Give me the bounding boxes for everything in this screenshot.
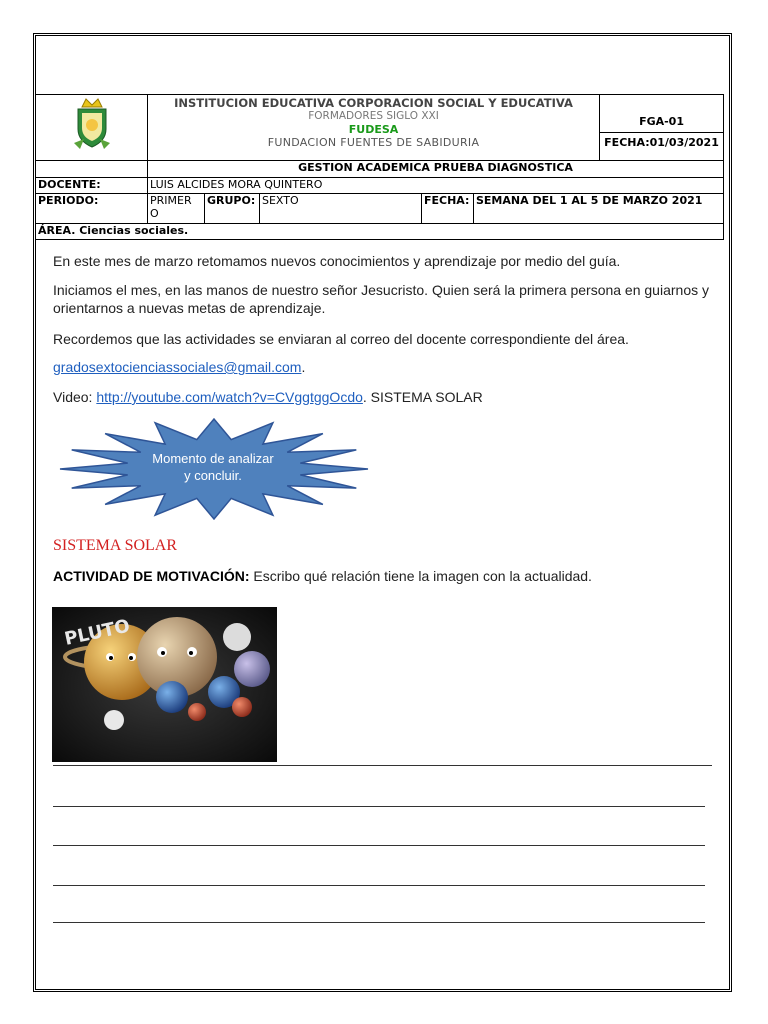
school-logo-icon [72, 95, 112, 151]
email-link[interactable]: gradosextocienciassociales@gmail.com [53, 359, 302, 375]
answer-line-5[interactable] [53, 922, 705, 923]
fecha-label: FECHA: [422, 194, 474, 224]
activity-line [53, 568, 592, 584]
area-label: ÁREA. Ciencias sociales. [36, 224, 724, 240]
starburst-line1: Momento de analizar [152, 451, 274, 466]
grupo-label: GRUPO: [205, 194, 260, 224]
intro-paragraph: En este mes de marzo retomamos nuevos conocimientos y aprendizaje por medio del guía. [53, 253, 621, 269]
gestion-title: GESTION ACADEMICA PRUEBA DIAGNOSTICA [148, 161, 724, 178]
reminder-paragraph: Recordemos que las actividades se enviaran al correo del docente correspondiente del área. [53, 331, 629, 347]
answer-line-1[interactable] [53, 765, 712, 766]
activity-text: Escribo qué relación tiene la imagen con la actualidad. [249, 568, 592, 584]
institution-subtitle: FORMADORES SIGLO XXI [308, 110, 439, 122]
logo-cell [36, 95, 148, 161]
docente-value: LUIS ALCIDES MORA QUINTERO [148, 178, 724, 194]
video-line [53, 388, 713, 406]
fecha-value: SEMANA DEL 1 AL 5 DE MARZO 2021 [474, 194, 724, 224]
institution-foundation: FUNDACION FUENTES DE SABIDURIA [267, 136, 480, 149]
header-table [35, 94, 724, 240]
starburst-line2: y concluir. [184, 468, 242, 483]
document-code: FGA-01 [639, 115, 684, 128]
pluto-planets-image [52, 607, 277, 762]
institution-cell [148, 95, 600, 161]
answer-line-3[interactable] [53, 845, 705, 846]
periodo-value [148, 194, 205, 224]
pluto-label: PLUTO [62, 615, 132, 650]
starburst-label [128, 450, 298, 484]
activity-label: ACTIVIDAD DE MOTIVACIÓN: [53, 568, 250, 584]
code-cell [600, 95, 724, 161]
video-label: Video: [53, 389, 97, 405]
institution-name: INSTITUCION EDUCATIVA CORPORACION SOCIAL Y EDUCATIVA [174, 96, 573, 110]
email-line [53, 358, 713, 376]
email-suffix: . [301, 359, 306, 375]
section-title: SISTEMA SOLAR [53, 537, 178, 554]
periodo-label: PERIODO: [36, 194, 148, 224]
video-suffix: . SISTEMA SOLAR [362, 389, 483, 405]
document-date: FECHA:01/03/2021 [600, 132, 723, 149]
start-paragraph: Iniciamos el mes, en las manos de nuestro señor Jesucristo. Quien será la primera persona en guiarnos y orientarnos a nuevas metas de aprendizaje. [53, 282, 709, 316]
institution-brand: FUDESA [348, 123, 399, 136]
video-link[interactable]: http://youtube.com/watch?v=CVggtggOcdo [96, 389, 363, 405]
answer-line-2[interactable] [53, 806, 705, 807]
docente-label: DOCENTE: [36, 178, 148, 194]
periodo-value-line1: PRIMER [150, 194, 192, 207]
grupo-value: SEXTO [260, 194, 422, 224]
periodo-value-line2: O [150, 207, 159, 220]
answer-line-4[interactable] [53, 885, 705, 886]
